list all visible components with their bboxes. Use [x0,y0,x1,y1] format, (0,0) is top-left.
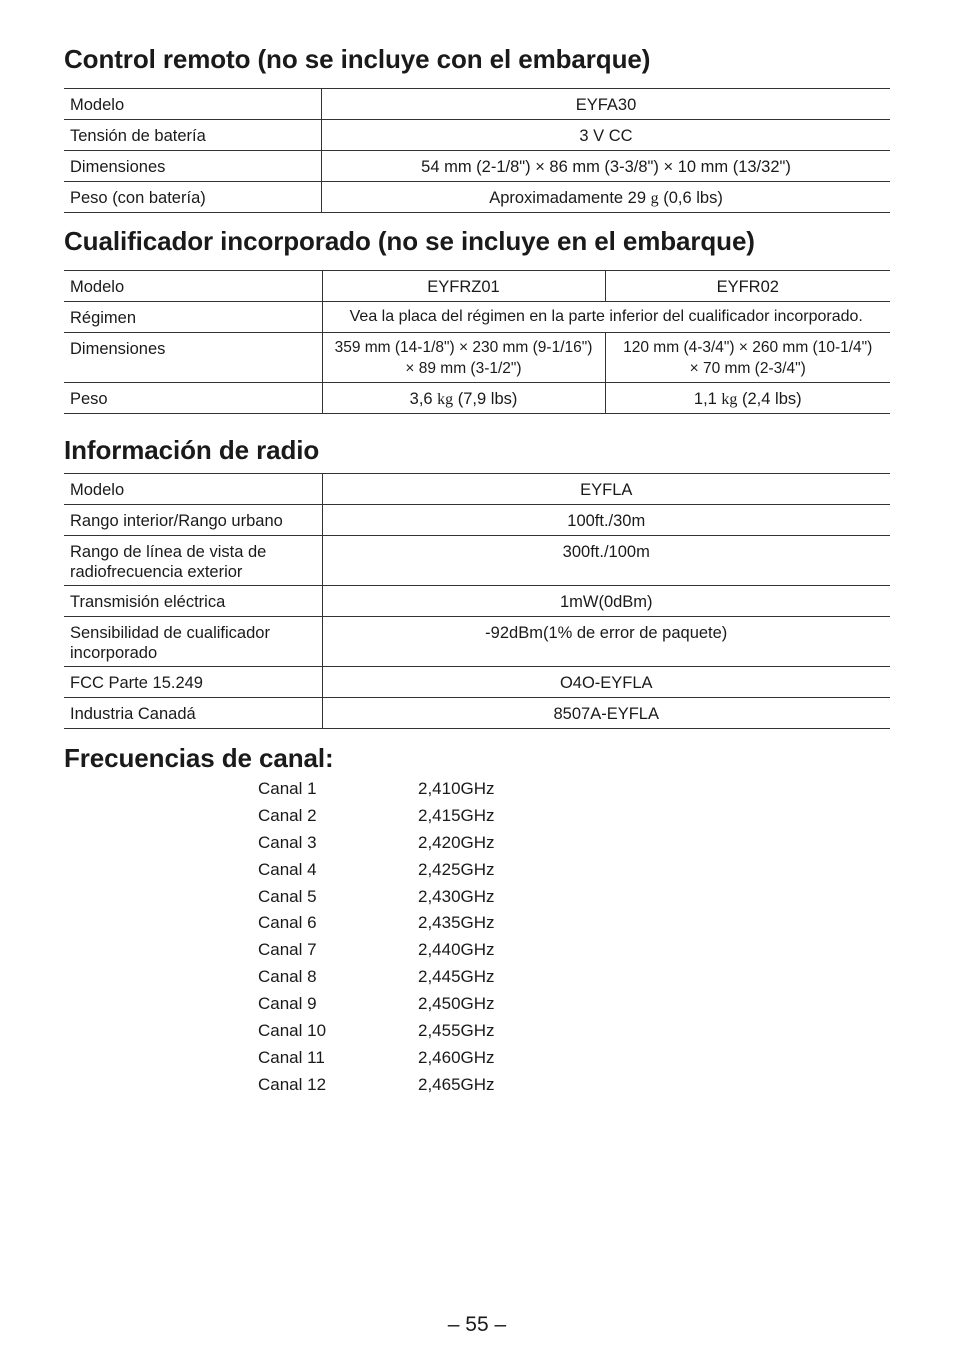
table-row [64,89,890,120]
channel-frequency: 2,445GHz [418,967,495,987]
spec-value: 8507A-EYFLA [322,698,890,729]
label-line: Rango de línea de vista de [70,543,267,561]
table-row [64,383,890,414]
list-item [258,992,518,1019]
spec-label: Dimensiones [64,151,322,182]
list-item [258,965,518,992]
table-row [64,474,890,505]
spec-value: 100ft./30m [322,505,890,536]
spec-label: FCC Parte 15.249 [64,667,322,698]
unit-text: g [650,190,659,207]
channel-frequency: 2,460GHz [418,1047,495,1067]
spec-value [322,333,605,383]
spec-label: Transmisión eléctrica [64,586,322,617]
table-row [64,505,890,536]
label-line: incorporado [70,644,158,662]
value-line: 120 mm (4-3/4") × 260 mm (10-1/4") [623,339,873,356]
table-row [64,182,890,213]
channel-name: Canal 6 [258,913,317,933]
spec-value [605,383,890,414]
channel-name: Canal 10 [258,1021,327,1041]
value-text: (2,4 lbs) [737,390,802,408]
value-text: 3,6 [409,390,438,408]
channel-frequency: 2,435GHz [418,913,495,933]
spec-value [605,333,890,383]
table-row [64,536,890,586]
unit-text: kg [437,391,454,408]
table-row [64,271,890,302]
spec-value: EYFA30 [322,89,891,120]
table-row [64,617,890,667]
value-text: (7,9 lbs) [453,390,518,408]
value-text: Aproximadamente 29 [489,189,651,207]
channel-frequency: 2,430GHz [418,886,495,906]
spec-value: EYFRZ01 [322,271,605,302]
channel-name: Canal 1 [258,779,317,798]
channel-name: Canal 7 [258,940,317,960]
spec-label: Peso (con batería) [64,182,322,213]
channel-name: Canal 2 [258,805,317,825]
list-item [258,1046,518,1073]
qualifier-spec-table [64,270,890,414]
spec-value [322,383,605,414]
table-row [64,333,890,383]
channel-frequency: 2,425GHz [418,859,495,879]
spec-value: 54 mm (2-1/8") × 86 mm (3-3/8") × 10 mm (13/32") [322,151,891,182]
channel-name: Canal 4 [258,859,317,879]
channel-name: Canal 11 [258,1047,325,1067]
table-row [64,120,890,151]
table-row [64,151,890,182]
list-item [258,858,518,885]
spec-label: Peso [64,383,322,414]
value-text: (0,6 lbs) [658,189,723,207]
radio-spec-table [64,473,890,729]
table-row [64,698,890,729]
channel-name: Canal 8 [258,967,317,987]
spec-label [64,536,322,586]
section-title-qualifier: Cualificador incorporado (no se incluye en el embarque) [64,226,755,256]
label-line: radiofrecuencia exterior [70,563,243,581]
spec-label: Rango interior/Rango urbano [64,505,322,536]
spec-value: EYFLA [322,474,890,505]
spec-value: 1mW(0dBm) [322,586,890,617]
channel-name: Canal 3 [258,832,317,852]
section-title-channels: Frecuencias de canal: [64,743,334,773]
list-item [258,885,518,912]
list-item [258,804,518,831]
list-item [258,1019,518,1046]
spec-value: 3 V CC [322,120,891,151]
list-item [258,777,518,804]
value-text: 1,1 [693,390,722,408]
spec-label: Modelo [64,474,322,505]
table-row [64,302,890,333]
list-item [258,938,518,965]
channel-frequency: 2,450GHz [418,994,495,1014]
remote-spec-table [64,88,890,213]
spec-label: Dimensiones [64,333,322,383]
list-item [258,1073,518,1100]
spec-label: Modelo [64,271,322,302]
spec-value: Vea la placa del régimen en la parte inferior del cualificador incorporado. [322,302,890,333]
spec-value: EYFR02 [605,271,890,302]
unit-text: kg [721,391,738,408]
channel-frequency: 2,415GHz [418,805,495,825]
value-line: × 70 mm (2-3/4") [689,360,806,377]
spec-label: Régimen [64,302,322,333]
section-title-remote: Control remoto (no se incluye con el embarque) [64,44,651,74]
spec-label: Industria Canadá [64,698,322,729]
channel-frequency: 2,465GHz [418,1074,495,1094]
section-title-radio: Información de radio [64,435,320,465]
list-item [258,911,518,938]
channel-frequency: 2,420GHz [418,832,495,852]
spec-value: -92dBm(1% de error de paquete) [322,617,890,667]
channel-name: Canal 12 [258,1074,327,1094]
value-line: × 89 mm (3-1/2") [405,360,522,377]
channel-frequency: 2,410GHz [418,779,495,798]
list-item [258,831,518,858]
spec-label: Tensión de batería [64,120,322,151]
table-row [64,586,890,617]
channel-name: Canal 5 [258,886,317,906]
channel-frequency: 2,455GHz [418,1021,495,1041]
page-number: – 55 – [447,1313,507,1336]
channel-list [258,777,518,1100]
spec-label: Modelo [64,89,322,120]
channel-frequency: 2,440GHz [418,940,495,960]
table-row [64,667,890,698]
channel-name: Canal 9 [258,994,317,1014]
label-line: Sensibilidad de cualificador [70,624,270,642]
spec-value: O4O-EYFLA [322,667,890,698]
spec-value: 300ft./100m [322,536,890,586]
spec-value [322,182,891,213]
value-line: 359 mm (14-1/8") × 230 mm (9-1/16") [334,339,593,356]
spec-label [64,617,322,667]
